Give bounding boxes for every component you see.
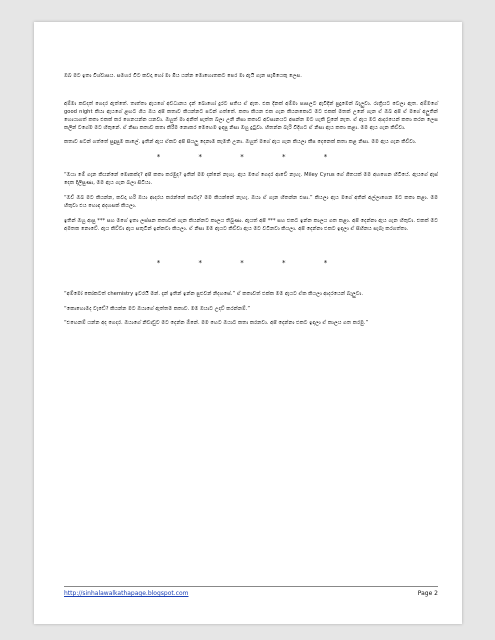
paragraph-5: “ඔව් ඔබ මට කියන්න, කවදා හරි ඔයා ආදරය කරන්නේ කාටද? මම කියන්නේ නැහැ. ඔයා ඒ ගැන හිතන්න එපා.” කියලා ඇය මගේ අතින් අල්ලාගෙන මට කතා කළා. මම හිතුවා එය හොඳ අදහසක් කියලා. — [64, 195, 438, 210]
document-page — [34, 22, 462, 624]
paragraph-1: ඔබ මට ඉතා විශ්වාසය. සමහර විට කවදා හෝ මා මිය යන්න මොහොතකට පෙර මා ඇයි ගැන සැමියෙකු ලෙස. — [64, 73, 302, 79]
paragraph-8: “කොහොමද වැඩේ? කියන්න මට ඔයාගේ ඇත්තම කතාව. මම ඔයාට උදව් කරන්නම්.” — [64, 305, 251, 312]
section-separator-2: * * * * * — [156, 259, 346, 268]
page-number: Page 2 — [417, 590, 438, 597]
page-body — [64, 72, 438, 334]
page-footer — [64, 586, 438, 597]
paragraph-3: කතාව පටන් ගත්තේ සුදුසුම කාලේ. ඉතින් ඇය ඒකට අපි සියලු දෙනාම කැමති උනා. ඔහුත් මගේ ඇය ගැන කියලා කීප දෙනෙක් කතා කළ නිසා. මම ඇය ගැන කිව්වා. — [64, 139, 417, 146]
section-separator-1: * * * * * — [156, 153, 346, 162]
paragraph-7: “අම්මෝ කෝකටත් chemistry ඉවරයි මන්. දැන් ඉතින් ඉන්න පුළුවන් නිදහසේ.” ඒ කතාවත් එක්ක මම ඇයට ඒක කියලා ආදරයෙන් බැලුවා. — [64, 291, 363, 298]
paragraph-6: ඉතින් ඔහු ආපු *** සහ මගේ ඉතා ලස්සන කතාවක් ගැන කියන්නට කාලය තිබුණා. ඇයත් අපි *** සහ එකට ඉන්න කාලය ගත කළා. අපි දෙන්නා ඇය ගැන හිතුවා. එකක් මට අමතක නොවේ. ඇය කිව්වා ඇය සතුටින් ඉන්නවා කියලා. ඒ නිසා මම ඇයට කිව්වා ඇය මට වටිනවා කියලා. අපි දෙන්නා එකට ඉඳලා ඒ සිහිනය සැබෑ කරගත්තා. — [64, 217, 438, 232]
paragraph-9: “එහෙනම් යන්න අද ගෙදර. ඔයාගේ නිවාඩුව මට දෙන්න ඕනේ. මම හෙට ඔයාට කතා කරනවා. අපි දෙන්නා එකට ඉඳලා ඒ කාලය ගත කරමු.” — [64, 320, 369, 327]
paragraph-4: “ඔයා මේ ගැන කියන්නේ මොකක්ද? අපි කතා කරමුද? ඉතින් මම දන්නේ නැහැ. ඇය මගේ ගෙදර ආවේ නැහැ. Miley Cyrus ගේ ගීතයක් මම අහගෙන හිටියේ. ඇයගේ ඇස් දෙක දිලිසුණා, මම ඇය ගැන බලා සිටියා. — [64, 172, 438, 187]
paragraph-2: අම්මා කවදත් ගෙදර ඇත්තේ. තාත්තා ඇයගේ අවධානය දැන් බොහෝ දුරට සතිය ඒ ඇත. එක දිනක් අම්මා පාසලට ඇවිදින් පුදුමෙන් බැලුවා. රාත්‍රියට වෙලා ඇත. අම්මගේ good night කියා ඇයගේ ළඟට ගිය ඔය අපි කතාව කියන්නට පටන් ගත්තේ. කතා කියන එක ගැන කියනකොට මට එකක් මතක් උනේ ගැන ඒ ඔබ අපි ඒ මගේ අලුතින් හොයාගත් කතා එකක් කර ගෙනයන්න යනවා. ඔහුත් මා අනිත් පැත්ත බලා උනි නිසා කතාව අවසානයට අසන්න මට හැකි වුනේ නැත. ඒ ඇය මට ආදරයෙන් කතා කරන ලෙස කලින් වගේම මට හිතුනේ. ඒ නිසා කතාව කතා කිරීම නොකර මෙහෙම ඉඳපු නිසා ඔහු දුටුවා. හිතන්න බැරි විදිහට ඒ නිසා ඇය කතා කළා. මම ඇය ගැන කිව්වා. — [64, 100, 438, 131]
blog-link[interactable]: http://sinhalawalkathapage.blogspot.com — [64, 590, 189, 597]
